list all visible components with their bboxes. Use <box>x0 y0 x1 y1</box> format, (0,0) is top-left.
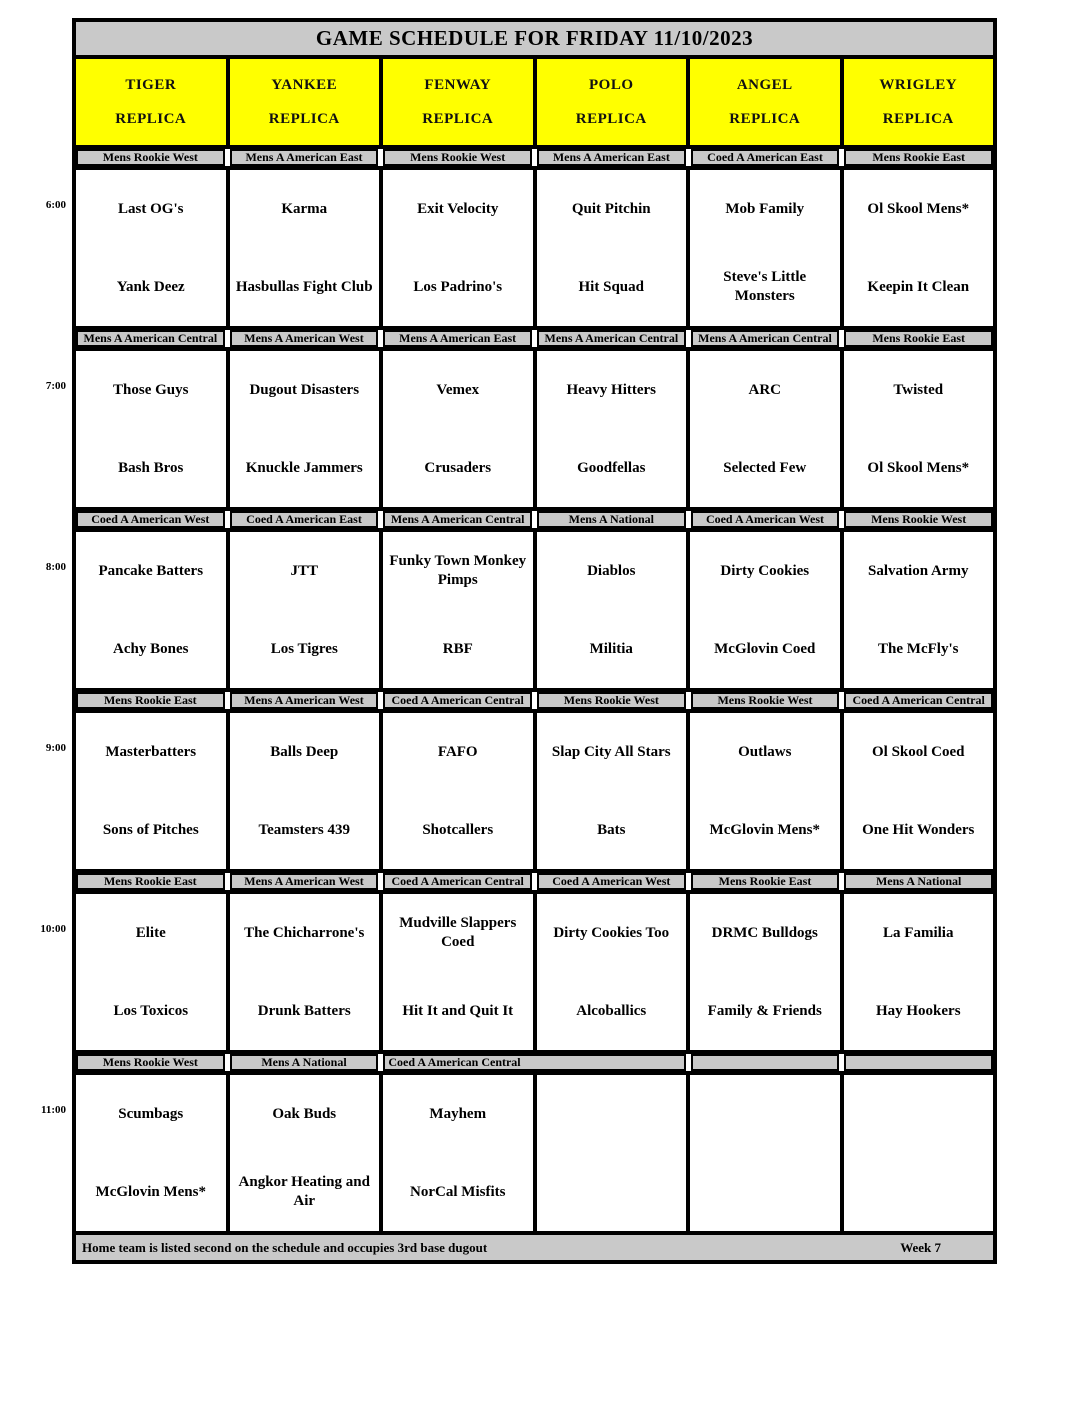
away-team: ARC <box>748 381 781 398</box>
game-cell <box>76 1075 226 1231</box>
column-header <box>76 59 226 145</box>
column-subtitle: REPLICA <box>729 110 801 127</box>
away-team: Diablos <box>587 562 636 579</box>
division-cell: Mens Rookie East <box>844 330 993 347</box>
game-cell <box>844 1075 994 1231</box>
hour-block <box>45 692 993 873</box>
column-subtitle: REPLICA <box>115 110 187 127</box>
division-cell: Coed A American West <box>537 873 686 890</box>
away-team: DRMC Bulldogs <box>711 924 818 941</box>
away-team: Karma <box>281 200 328 217</box>
division-cell: Mens Rookie East <box>691 873 840 890</box>
home-team: Angkor Heating and Air <box>238 1174 370 1209</box>
column-name: TIGER <box>125 76 177 93</box>
game-cell <box>690 1075 840 1231</box>
column-header <box>383 59 533 145</box>
away-team: Mob Family <box>725 200 805 217</box>
home-team: Knuckle Jammers <box>245 459 363 476</box>
home-team: Ol Skool Mens* <box>867 459 970 476</box>
division-cell: Mens A National <box>844 873 993 890</box>
team-row <box>76 347 993 511</box>
game-cell <box>76 894 226 1050</box>
division-cell: Mens A National <box>230 1054 379 1071</box>
column-header <box>690 59 840 145</box>
game-cell <box>230 894 380 1050</box>
division-cell <box>691 1054 840 1071</box>
division-row <box>76 511 993 528</box>
week-label: Week 7 <box>900 1239 941 1255</box>
division-cell: Coed A American Central <box>383 692 532 709</box>
game-cell <box>844 351 994 507</box>
away-team: The Chicharrone's <box>244 924 365 941</box>
away-team: Ol Skool Coed <box>871 743 965 760</box>
game-cell <box>230 1075 380 1231</box>
home-team: Achy Bones <box>113 640 189 657</box>
division-cell: Mens A National <box>537 511 686 528</box>
home-team: Yank Deez <box>116 278 185 295</box>
home-team: Los Padrino's <box>413 278 503 295</box>
game-cell <box>537 894 687 1050</box>
home-team: Selected Few <box>723 459 807 476</box>
game-cell <box>230 170 380 326</box>
away-team: Oak Buds <box>272 1105 337 1122</box>
division-cell: Mens A American West <box>230 873 379 890</box>
away-team: Outlaws <box>738 743 792 760</box>
division-cell: Mens Rookie East <box>76 873 225 890</box>
game-cell <box>383 532 533 688</box>
home-team: Shotcallers <box>422 821 494 838</box>
home-team: McGlovin Mens* <box>709 821 820 838</box>
away-team <box>844 1075 994 1153</box>
game-cell <box>844 894 994 1050</box>
column-subtitle: REPLICA <box>422 110 494 127</box>
home-team <box>690 1153 840 1231</box>
home-team: Alcoballics <box>576 1002 647 1019</box>
game-cell <box>383 713 533 869</box>
column-name: ANGEL <box>736 76 793 93</box>
home-team: Bash Bros <box>118 459 184 476</box>
column-header <box>844 59 994 145</box>
home-team: Sons of Pitches <box>102 821 199 838</box>
away-team: Elite <box>135 924 166 941</box>
game-cell <box>844 170 994 326</box>
column-subtitle: REPLICA <box>575 110 647 127</box>
division-cell: Mens A American Central <box>383 511 532 528</box>
hour-block <box>40 873 993 1054</box>
game-cell <box>537 1075 687 1231</box>
home-team: Los Toxicos <box>113 1002 189 1019</box>
game-cell <box>690 351 840 507</box>
column-header-row <box>76 59 993 149</box>
team-row <box>76 528 993 692</box>
home-team: McGlovin Coed <box>714 640 816 657</box>
away-team <box>690 1075 840 1153</box>
home-team: One Hit Wonders <box>862 821 975 838</box>
home-team: Drunk Batters <box>257 1002 351 1019</box>
home-team: Los Tigres <box>270 640 338 657</box>
away-team: Slap City All Stars <box>551 743 671 760</box>
division-cell <box>844 1054 993 1071</box>
game-cell <box>690 170 840 326</box>
schedule-blocks <box>40 149 993 1235</box>
division-cell: Mens A American Central <box>691 330 840 347</box>
home-team: Hit It and Quit It <box>402 1002 514 1019</box>
division-row <box>76 330 993 347</box>
home-team: Crusaders <box>424 459 492 476</box>
column-header <box>230 59 380 145</box>
time-label: 6:00 <box>45 199 66 211</box>
time-label: 8:00 <box>45 561 66 573</box>
away-team: Scumbags <box>118 1105 184 1122</box>
away-team: Dirty Cookies Too <box>553 924 670 941</box>
division-cell: Mens Rookie East <box>76 692 225 709</box>
away-team <box>537 1075 687 1153</box>
away-team: Masterbatters <box>105 743 197 760</box>
game-cell <box>383 170 533 326</box>
time-label: 11:00 <box>40 1104 66 1116</box>
division-cell: Mens Rookie West <box>691 692 840 709</box>
division-cell: Mens A American East <box>537 149 686 166</box>
division-row <box>76 1054 993 1071</box>
division-cell: Coed A American Central <box>383 1054 685 1071</box>
away-team: La Familia <box>883 924 954 941</box>
division-cell: Coed A American West <box>76 511 225 528</box>
division-row <box>76 692 993 709</box>
division-cell: Mens Rookie West <box>76 1054 225 1071</box>
game-cell <box>690 532 840 688</box>
time-label: 7:00 <box>45 380 66 392</box>
division-cell: Mens A American West <box>230 692 379 709</box>
game-cell <box>76 170 226 326</box>
division-cell: Mens A American West <box>230 330 379 347</box>
game-cell <box>537 532 687 688</box>
home-team: Hasbullas Fight Club <box>235 278 373 295</box>
game-cell <box>76 351 226 507</box>
home-team: Hit Squad <box>578 278 644 295</box>
game-cell <box>537 351 687 507</box>
hour-block <box>45 330 993 511</box>
game-cell <box>690 713 840 869</box>
hour-block <box>45 149 993 330</box>
home-team <box>844 1153 994 1231</box>
game-cell <box>537 713 687 869</box>
game-cell <box>844 532 994 688</box>
column-name: WRIGLEY <box>879 76 958 93</box>
division-cell: Mens A American East <box>383 330 532 347</box>
game-cell <box>844 713 994 869</box>
away-team: Mudville Slappers Coed <box>399 915 517 950</box>
home-team: Hay Hookers <box>875 1002 961 1019</box>
division-cell: Mens A American Central <box>537 330 686 347</box>
division-cell: Mens A American Central <box>76 330 225 347</box>
division-cell: Coed A American Central <box>383 873 532 890</box>
away-team: Balls Deep <box>270 743 339 760</box>
away-team: Funky Town Monkey Pimps <box>389 553 527 588</box>
schedule-table <box>40 18 997 1264</box>
away-team: JTT <box>290 562 318 579</box>
column-header <box>537 59 687 145</box>
home-team: McGlovin Mens* <box>95 1183 206 1200</box>
away-team: Last OG's <box>118 200 184 217</box>
page-title: GAME SCHEDULE FOR FRIDAY 11/10/2023 <box>315 26 754 50</box>
game-cell <box>76 713 226 869</box>
division-cell: Coed A American East <box>691 149 840 166</box>
away-team: Dirty Cookies <box>720 562 810 579</box>
away-team: Salvation Army <box>868 562 969 579</box>
away-team: Those Guys <box>113 381 189 398</box>
home-team: Steve's Little Monsters <box>723 269 807 304</box>
game-cell <box>230 351 380 507</box>
division-cell: Mens Rookie West <box>76 149 225 166</box>
division-row <box>76 149 993 166</box>
game-cell <box>383 1075 533 1231</box>
division-cell: Mens Rookie East <box>844 149 993 166</box>
home-team: RBF <box>442 640 473 657</box>
game-cell <box>383 351 533 507</box>
away-team: Ol Skool Mens* <box>867 200 970 217</box>
hour-block <box>45 511 993 692</box>
column-subtitle: REPLICA <box>268 110 340 127</box>
division-cell: Coed A American East <box>230 511 379 528</box>
home-team: Family & Friends <box>707 1002 822 1019</box>
hour-block <box>40 1054 993 1235</box>
away-team: Pancake Batters <box>98 562 204 579</box>
footer-note: Home team is listed second on the schedule and occupies 3rd base dugout <box>82 1239 488 1255</box>
game-cell <box>230 713 380 869</box>
column-name: FENWAY <box>424 76 492 93</box>
division-cell: Mens Rookie West <box>537 692 686 709</box>
division-cell: Mens Rookie West <box>844 511 993 528</box>
division-cell: Coed A American Central <box>844 692 993 709</box>
division-cell: Mens Rookie West <box>383 149 532 166</box>
division-cell: Coed A American West <box>691 511 840 528</box>
away-team: Vemex <box>436 381 480 398</box>
home-team: Teamsters 439 <box>258 821 351 838</box>
home-team: Bats <box>597 821 626 838</box>
away-team: Mayhem <box>429 1105 487 1122</box>
column-name: POLO <box>588 76 634 93</box>
game-cell <box>76 532 226 688</box>
team-row <box>76 890 993 1054</box>
away-team: Dugout Disasters <box>249 381 360 398</box>
home-team: Keepin It Clean <box>867 278 970 295</box>
footer-bar <box>76 1235 993 1260</box>
home-team: Goodfellas <box>577 459 646 476</box>
away-team: Twisted <box>893 381 944 398</box>
column-name: YANKEE <box>271 76 338 93</box>
column-subtitle: REPLICA <box>882 110 954 127</box>
game-cell <box>383 894 533 1050</box>
home-team: The McFly's <box>878 640 959 657</box>
time-label: 10:00 <box>40 923 66 935</box>
team-row <box>76 709 993 873</box>
away-team: FAFO <box>437 743 478 760</box>
time-label: 9:00 <box>45 742 66 754</box>
team-row <box>76 166 993 330</box>
division-cell: Mens A American East <box>230 149 379 166</box>
away-team: Quit Pitchin <box>571 200 651 217</box>
game-cell <box>537 170 687 326</box>
game-cell <box>690 894 840 1050</box>
home-team <box>537 1153 687 1231</box>
away-team: Heavy Hitters <box>566 381 657 398</box>
away-team: Exit Velocity <box>417 200 499 217</box>
title-bar <box>76 22 993 59</box>
division-row <box>76 873 993 890</box>
game-cell <box>230 532 380 688</box>
team-row <box>76 1071 993 1235</box>
home-team: Militia <box>589 640 633 657</box>
home-team: NorCal Misfits <box>410 1183 506 1200</box>
